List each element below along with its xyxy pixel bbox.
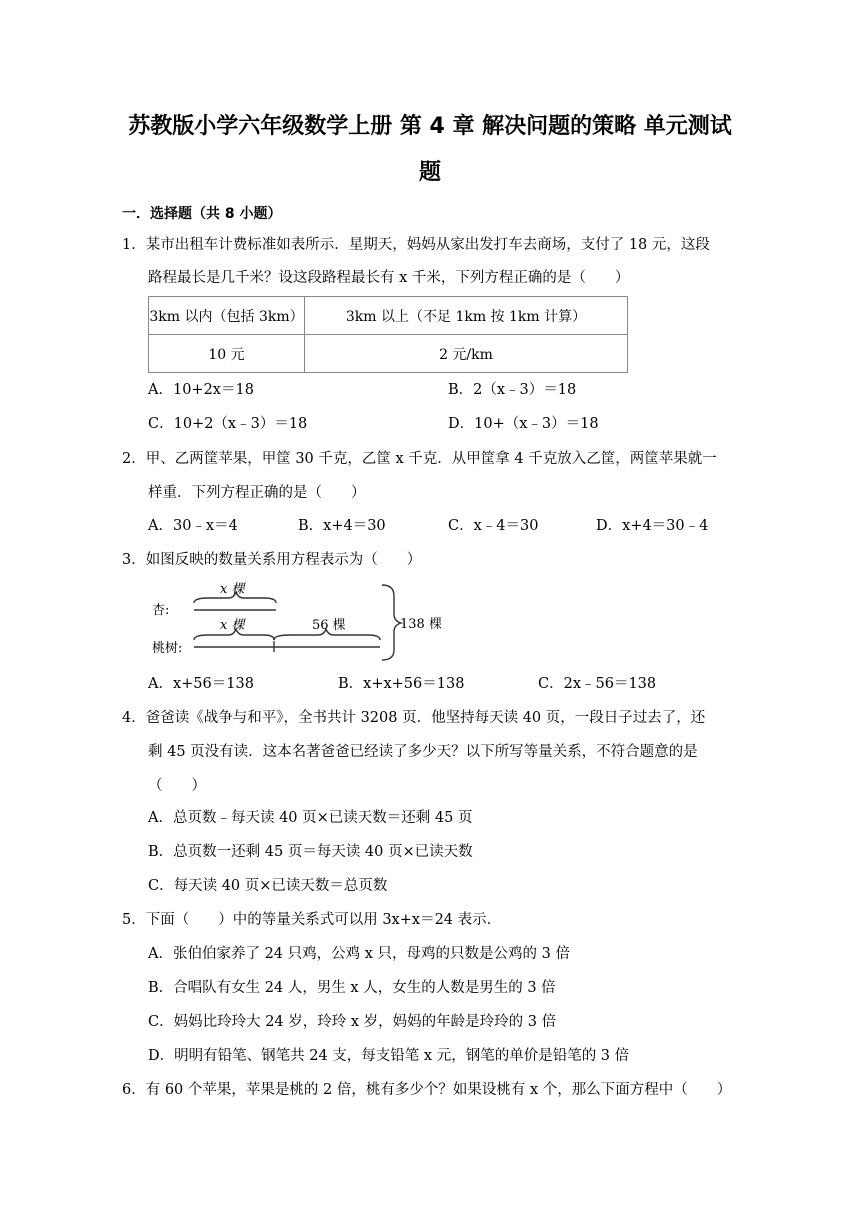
fare-table	[148, 296, 628, 373]
peach-x-label: x 棵	[220, 618, 245, 633]
fare-table-header-over-3km: 3km 以上（不足 1km 按 1km 计算）	[305, 297, 628, 335]
q3-option-a: A．x+56＝138	[148, 676, 254, 692]
q3-option-b: B．x+x+56＝138	[338, 676, 465, 692]
q2-stem-line-1: 2．甲、乙两筐苹果，甲筐 30 千克，乙筐 x 千克．从甲筐拿 4 千克放入乙筐，两筐苹果就一	[122, 451, 717, 467]
apricot-x-label: x 棵	[220, 582, 245, 597]
q5-stem-line-1: 5．下面（ ）中的等量关系式可以用 3x+x＝24 表示．	[122, 912, 502, 928]
q4-option-b: B．总页数一还剩 45 页＝每天读 40 页×已读天数	[148, 844, 473, 860]
q1-stem-line-2: 路程最长是几千米？设这段路程最长有 x 千米，下列方程正确的是（ ）	[148, 270, 630, 286]
fare-table-header-within-3km: 3km 以内（包括 3km）	[149, 297, 305, 335]
apricot-label: 杏:	[152, 603, 170, 618]
q6-stem-line-1: 6．有 60 个苹果，苹果是桃的 2 倍，桃有多少个？如果设桃有 x 个，那么下面方程中（ ）	[122, 1082, 732, 1098]
document-title-line-2: 题	[418, 160, 441, 185]
q4-option-a: A．总页数﹣每天读 40 页×已读天数＝还剩 45 页	[148, 810, 473, 826]
q4-stem-line-2: 剩 45 页没有读．这本名著爸爸已经读了多少天？以下所写等量关系，不符合题意的是	[148, 744, 698, 760]
total-brace	[382, 585, 401, 660]
q3-line-segment-diagram	[150, 582, 450, 662]
q4-stem-line-1: 4．爸爸读《战争与和平》，全书共计 3208 页．他坚持每天读 40 页，一段日子过去了，还	[122, 710, 706, 726]
q4-option-c: C．每天读 40 页×已读天数＝总页数	[148, 878, 388, 894]
q5-option-c: C．妈妈比玲玲大 24 岁，玲玲 x 岁，妈妈的年龄是玲玲的 3 倍	[148, 1014, 557, 1030]
q5-option-a: A．张伯伯家养了 24 只鸡，公鸡 x 只，母鸡的只数是公鸡的 3 倍	[148, 946, 570, 962]
peach-label: 桃树:	[152, 641, 183, 656]
fare-table-value-per-km: 2 元/km	[305, 335, 628, 373]
q2-option-d: D．x+4＝30﹣4	[596, 518, 709, 534]
q3-option-c: C．2x﹣56＝138	[538, 676, 657, 692]
total-label: 138 棵	[400, 617, 442, 632]
q1-stem-line-1: 1．某市出租车计费标准如表所示．星期天，妈妈从家出发打车去商场，支付了 18 元，这段	[122, 237, 710, 253]
peach-extra-label: 56 棵	[312, 618, 346, 633]
q2-option-a: A．30﹣x＝4	[148, 518, 238, 534]
q3-stem-line-1: 3．如图反映的数量关系用方程表示为（ ）	[122, 552, 422, 568]
q1-option-c: C．10+2（x﹣3）＝18	[148, 416, 308, 432]
q1-option-a: A．10+2x＝18	[148, 382, 254, 398]
q1-option-d: D．10+（x﹣3）＝18	[448, 416, 599, 432]
document-title-line-1: 苏教版小学六年级数学上册 第 4 章 解决问题的策略 单元测试	[128, 114, 732, 139]
q4-stem-line-3: （ ）	[148, 778, 206, 794]
fare-table-value-base: 10 元	[149, 335, 305, 373]
q2-option-b: B．x+4＝30	[298, 518, 386, 534]
q2-stem-line-2: 样重．下列方程正确的是（ ）	[148, 485, 366, 501]
section-heading: 一．选择题（共 8 小题）	[122, 206, 282, 222]
q1-option-b: B．2（x﹣3）＝18	[448, 382, 577, 398]
fare-table-value-row	[149, 335, 628, 373]
q5-option-b: B．合唱队有女生 24 人，男生 x 人，女生的人数是男生的 3 倍	[148, 980, 556, 996]
q2-option-c: C．x﹣4＝30	[448, 518, 539, 534]
fare-table-header-row	[149, 297, 628, 335]
q5-option-d: D．明明有铅笔、钢笔共 24 支，每支铅笔 x 元，钢笔的单价是铅笔的 3 倍	[148, 1048, 630, 1064]
